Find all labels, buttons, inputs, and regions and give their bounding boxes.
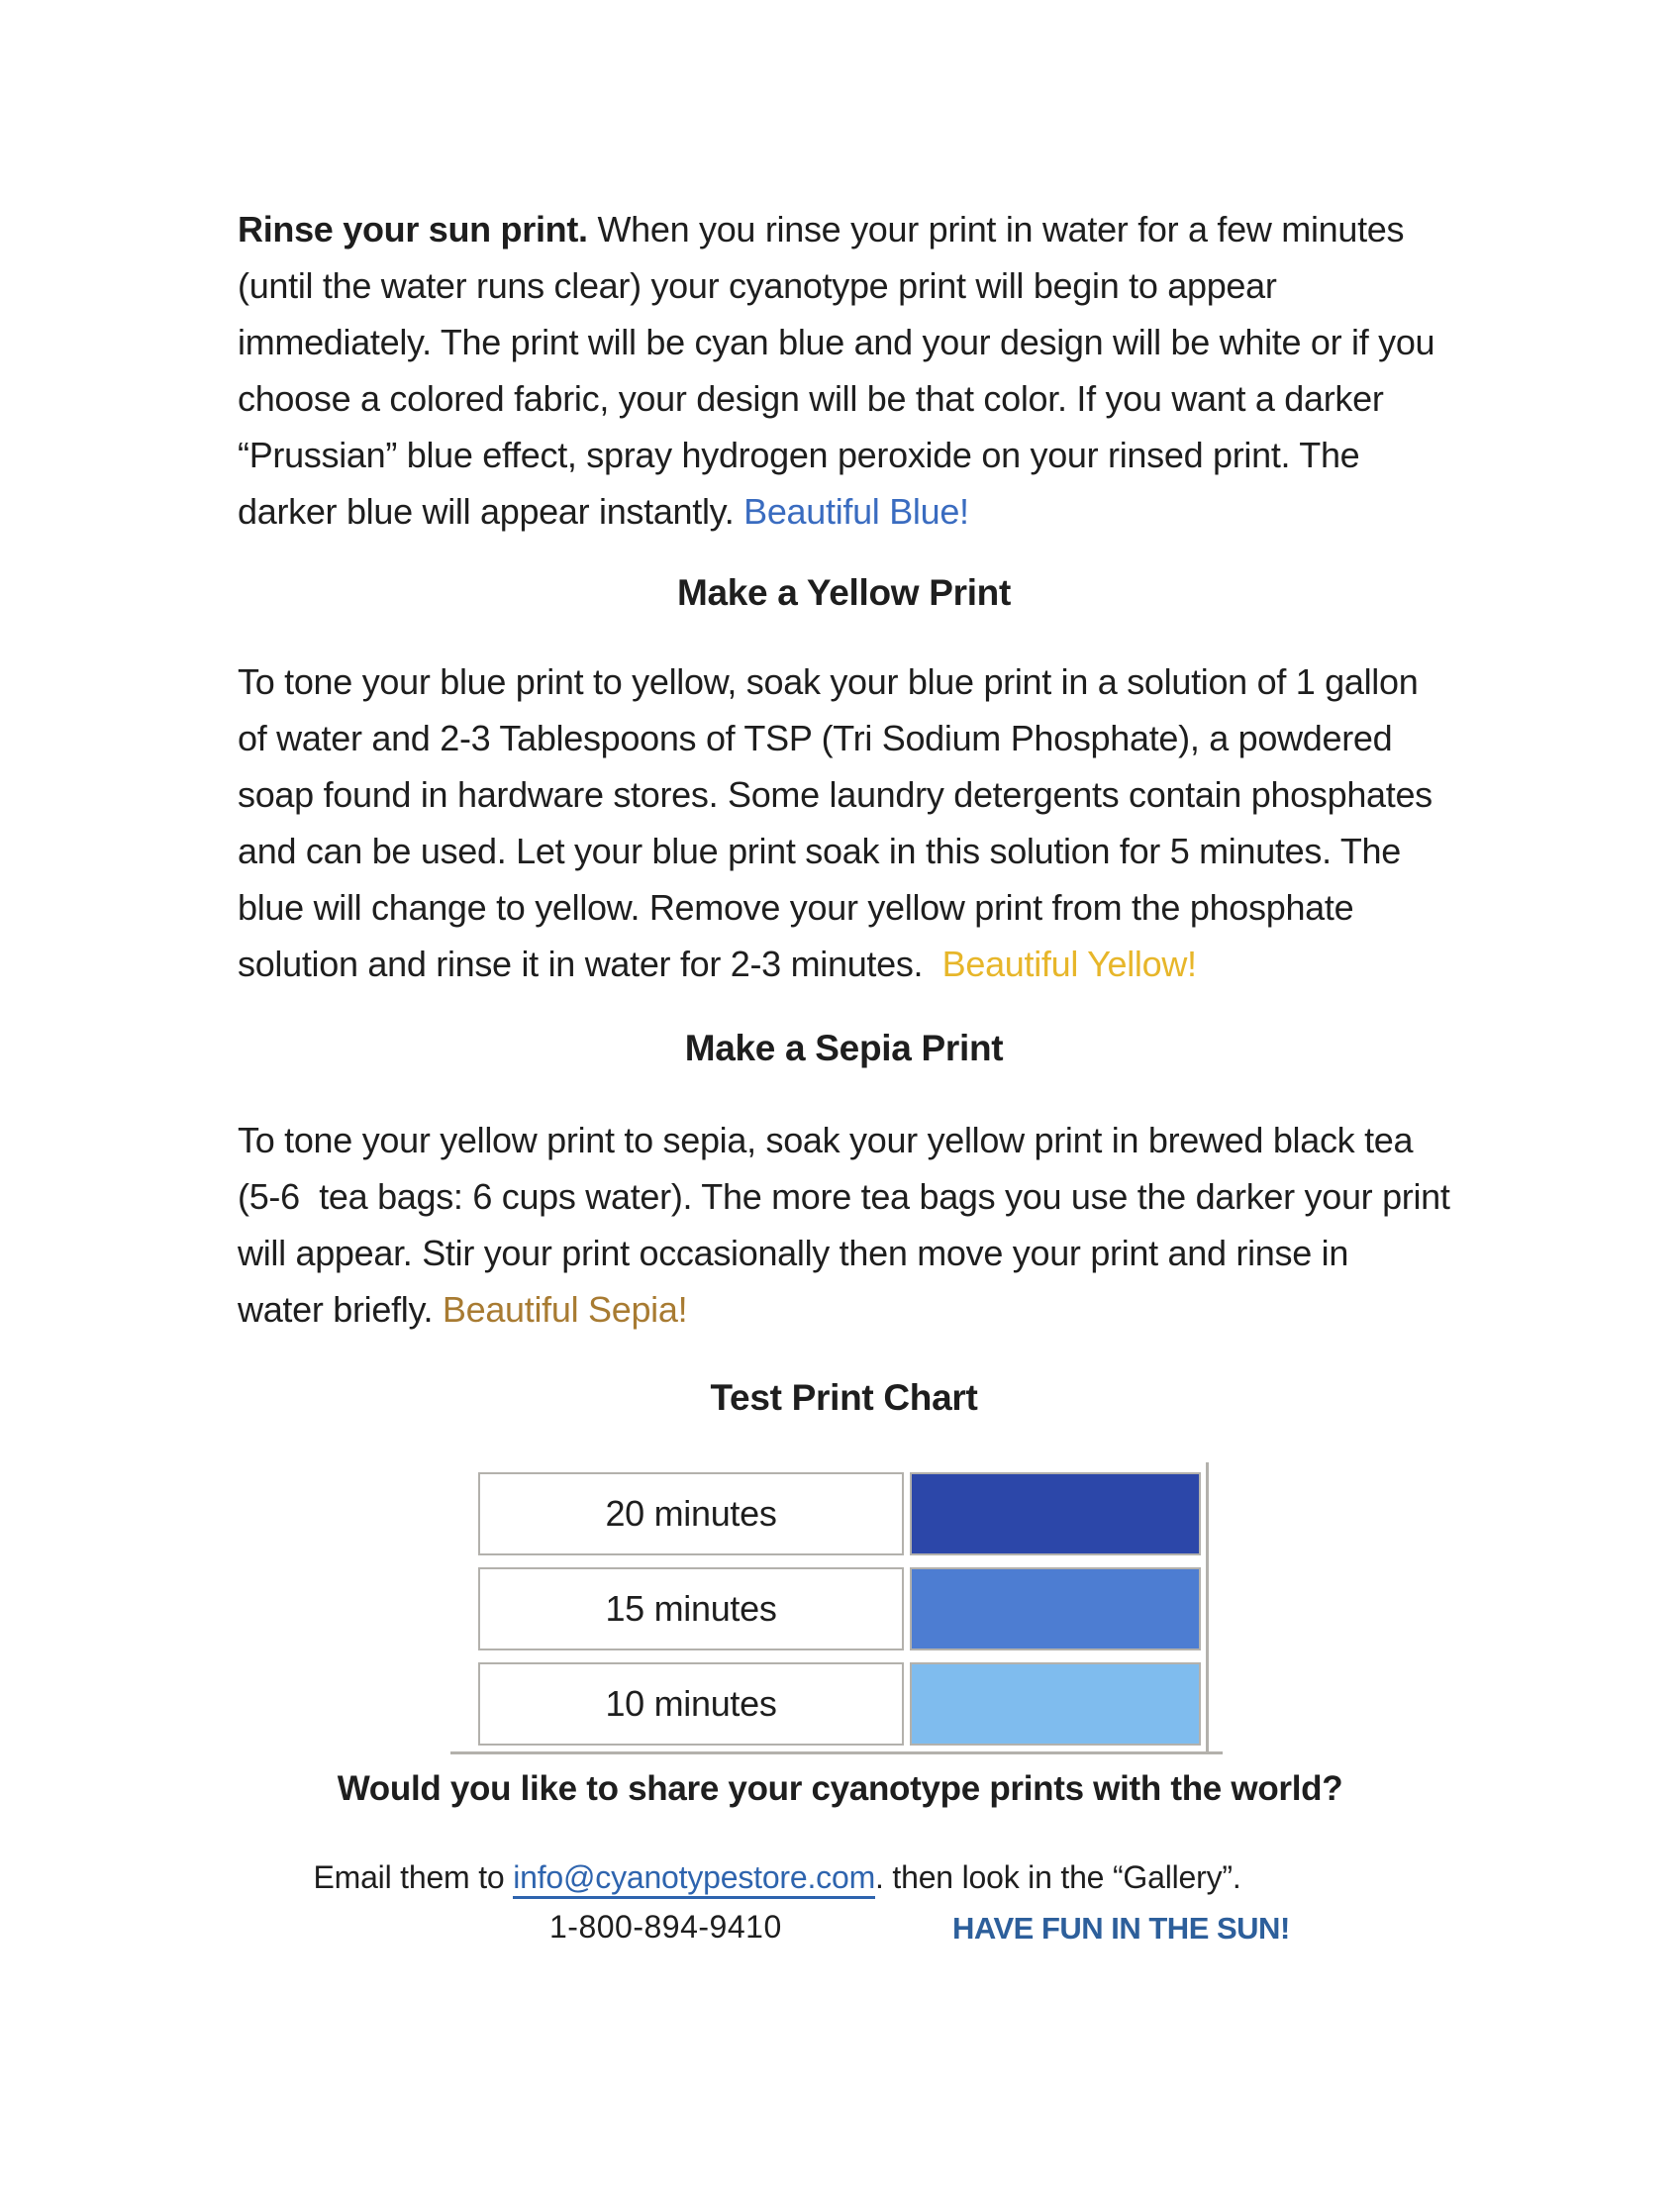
beautiful-sepia-highlight: Beautiful Sepia! (442, 1289, 688, 1330)
paragraph-line: choose a colored fabric, your design will be that color. If you want a darker (238, 378, 1384, 419)
slogan: HAVE FUN IN THE SUN! (952, 1911, 1290, 1946)
email-prefix: Email them to (313, 1859, 514, 1895)
paragraph-line (238, 1281, 1465, 1338)
sepia-last-line: water briefly. (238, 1289, 443, 1330)
paragraph-line (238, 483, 1465, 540)
yellow-paragraph (238, 653, 1465, 992)
phone-number: 1-800-894-9410 (549, 1909, 782, 1945)
beautiful-yellow-highlight: Beautiful Yellow! (941, 944, 1197, 984)
intro-paragraph (238, 201, 1465, 540)
paragraph-line: blue will change to yellow. Remove your yellow print from the phosphate (238, 887, 1354, 928)
table-row (478, 1472, 1201, 1555)
duration-label-cell: 15 minutes (478, 1567, 904, 1650)
beautiful-blue-highlight: Beautiful Blue! (743, 491, 969, 532)
sepia-paragraph (238, 1112, 1465, 1338)
color-swatch-15-minutes (910, 1567, 1201, 1650)
table-row (478, 1567, 1201, 1650)
paragraph-line: of water and 2-3 Tablespoons of TSP (Tri Sodium Phosphate), a powdered (238, 718, 1393, 758)
paragraph-line (238, 201, 1465, 257)
table-right-border (1206, 1462, 1209, 1754)
paragraph-line: (5-6 tea bags: 6 cups water). The more tea bags you use the darker your print (238, 1176, 1450, 1217)
test-print-chart-table (478, 1472, 1201, 1757)
color-swatch-20-minutes (910, 1472, 1201, 1555)
intro-lead-rest: When you rinse your print in water for a few minutes (587, 209, 1405, 250)
paragraph-line: “Prussian” blue effect, spray hydrogen peroxide on your rinsed print. The (238, 435, 1360, 475)
intro-last-line: darker blue will appear instantly. (238, 491, 744, 532)
table-bottom-border (450, 1751, 1223, 1754)
paragraph-line: (until the water runs clear) your cyanotype print will begin to appear (238, 265, 1277, 306)
paragraph-line: To tone your blue print to yellow, soak your blue print in a solution of 1 gallon (238, 661, 1419, 702)
paragraph-line: To tone your yellow print to sepia, soak your yellow print in brewed black tea (238, 1120, 1414, 1160)
duration-label-cell: 20 minutes (478, 1472, 904, 1555)
email-link[interactable]: info@cyanotypestore.com (513, 1859, 875, 1899)
duration-label-cell: 10 minutes (478, 1662, 904, 1746)
yellow-last-line: solution and rinse it in water for 2-3 minutes. (238, 944, 942, 984)
heading-make-sepia-print: Make a Sepia Print (684, 1028, 1004, 1068)
paragraph-line: soap found in hardware stores. Some laundry detergents contain phosphates (238, 774, 1433, 815)
email-line (0, 1857, 1554, 1899)
color-swatch-10-minutes (910, 1662, 1201, 1746)
paragraph-line: immediately. The print will be cyan blue and your design will be white or if you (238, 322, 1435, 362)
heading-test-print-chart: Test Print Chart (710, 1377, 978, 1418)
email-suffix: . then look in the “Gallery”. (875, 1859, 1241, 1895)
table-row (478, 1662, 1201, 1746)
paragraph-line: will appear. Stir your print occasionally then move your print and rinse in (238, 1233, 1349, 1273)
paragraph-line (238, 936, 1465, 992)
heading-make-yellow-print: Make a Yellow Print (676, 572, 1012, 613)
paragraph-line: and can be used. Let your blue print soak in this solution for 5 minutes. The (238, 831, 1401, 871)
intro-lead-bold: Rinse your sun print. (238, 209, 588, 250)
share-question: Would you like to share your cyanotype prints with the world? (337, 1769, 1343, 1808)
